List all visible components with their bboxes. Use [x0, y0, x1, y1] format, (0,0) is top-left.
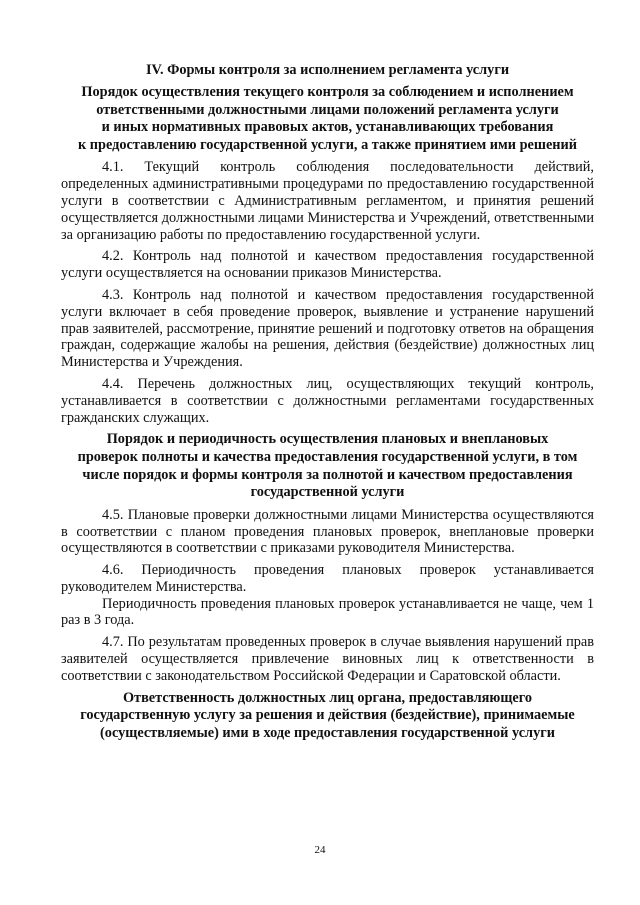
section-title: IV. Формы контроля за исполнением регламента услуги	[145, 62, 510, 78]
heading-line: ответственными должностными лицами положений регламента услуги	[96, 101, 559, 118]
paragraph-4-6: 4.6. Периодичность проведения плановых проверок устанавливается руководителем Министерства.	[61, 562, 594, 595]
paragraph-4-4: 4.4. Перечень должностных лиц, осуществляющих текущий контроль, устанавливается в соответствии с должностными регламентами государственных гражданских служащих.	[61, 375, 594, 426]
heading-current-control	[61, 84, 594, 154]
paragraph-4-5: 4.5. Плановые проверки должностными лицами Министерства осуществляются в соответствии с планом проведения плановых проверок, внеплановые проверки осуществляются в соответствии с приказами руководителя Министерства.	[61, 506, 594, 557]
heading-planned-inspections	[61, 431, 594, 501]
heading-line: и иных нормативных правовых актов, устанавливающих требования	[101, 119, 554, 136]
heading-line: числе порядок и формы контроля за полнотой и качеством предоставления	[82, 466, 573, 483]
paragraph-4-6-frequency: Периодичность проведения плановых проверок устанавливается не чаще, чем 1 раз в 3 года.	[61, 595, 594, 629]
heading-line: проверок полноты и качества предоставления государственной услуги, в том	[77, 448, 578, 465]
heading-line: Ответственность должностных лиц органа, предоставляющего	[122, 689, 533, 706]
paragraph-4-2: 4.2. Контроль над полнотой и качеством предоставления государственной услуги осуществляется на основании приказов Министерства.	[61, 248, 594, 282]
heading-line: государственную услугу за решения и действия (бездействие), принимаемые	[80, 707, 575, 724]
heading-line: государственной услуги	[250, 484, 405, 501]
paragraph-4-3: 4.3. Контроль над полнотой и качеством предоставления государственной услуги включает в себя проведение проверок, выявление и устранение нарушений прав заявителей, рассмотрение, принятие решений и подготовку ответов на обращения граждан, содержащие жалобы на решения, действия (бездействие) должностных лиц Министерства и Учреждения.	[61, 286, 594, 371]
heading-line: к предоставлению государственной услуги, а также принятием ими решений	[77, 136, 578, 153]
heading-responsibility	[61, 690, 594, 743]
body-column	[61, 84, 594, 742]
page-number: 24	[314, 844, 326, 856]
heading-line: Порядок и периодичность осуществления плановых и внеплановых	[106, 431, 549, 448]
heading-line: Порядок осуществления текущего контроля за соблюдением и исполнением	[81, 84, 574, 100]
paragraph-4-7: 4.7. По результатам проведенных проверок в случае выявления нарушений прав заявителей осуществляется привлечение виновных лиц к ответственности в соответствии с законодательством Российской Федерации и Саратовской области.	[61, 634, 594, 684]
paragraph-4-1: 4.1. Текущий контроль соблюдения последовательности действий, определенных административными процедурами по предоставлению государственной услуги в соответствии с Административным регламентом, и принятия решений осуществляется должностными лицами Министерства и Учреждений, ответственными за организацию работы по предоставлению государственной услуги.	[61, 159, 594, 243]
heading-line: (осуществляемые) ими в ходе предоставления государственной услуги	[100, 724, 555, 741]
